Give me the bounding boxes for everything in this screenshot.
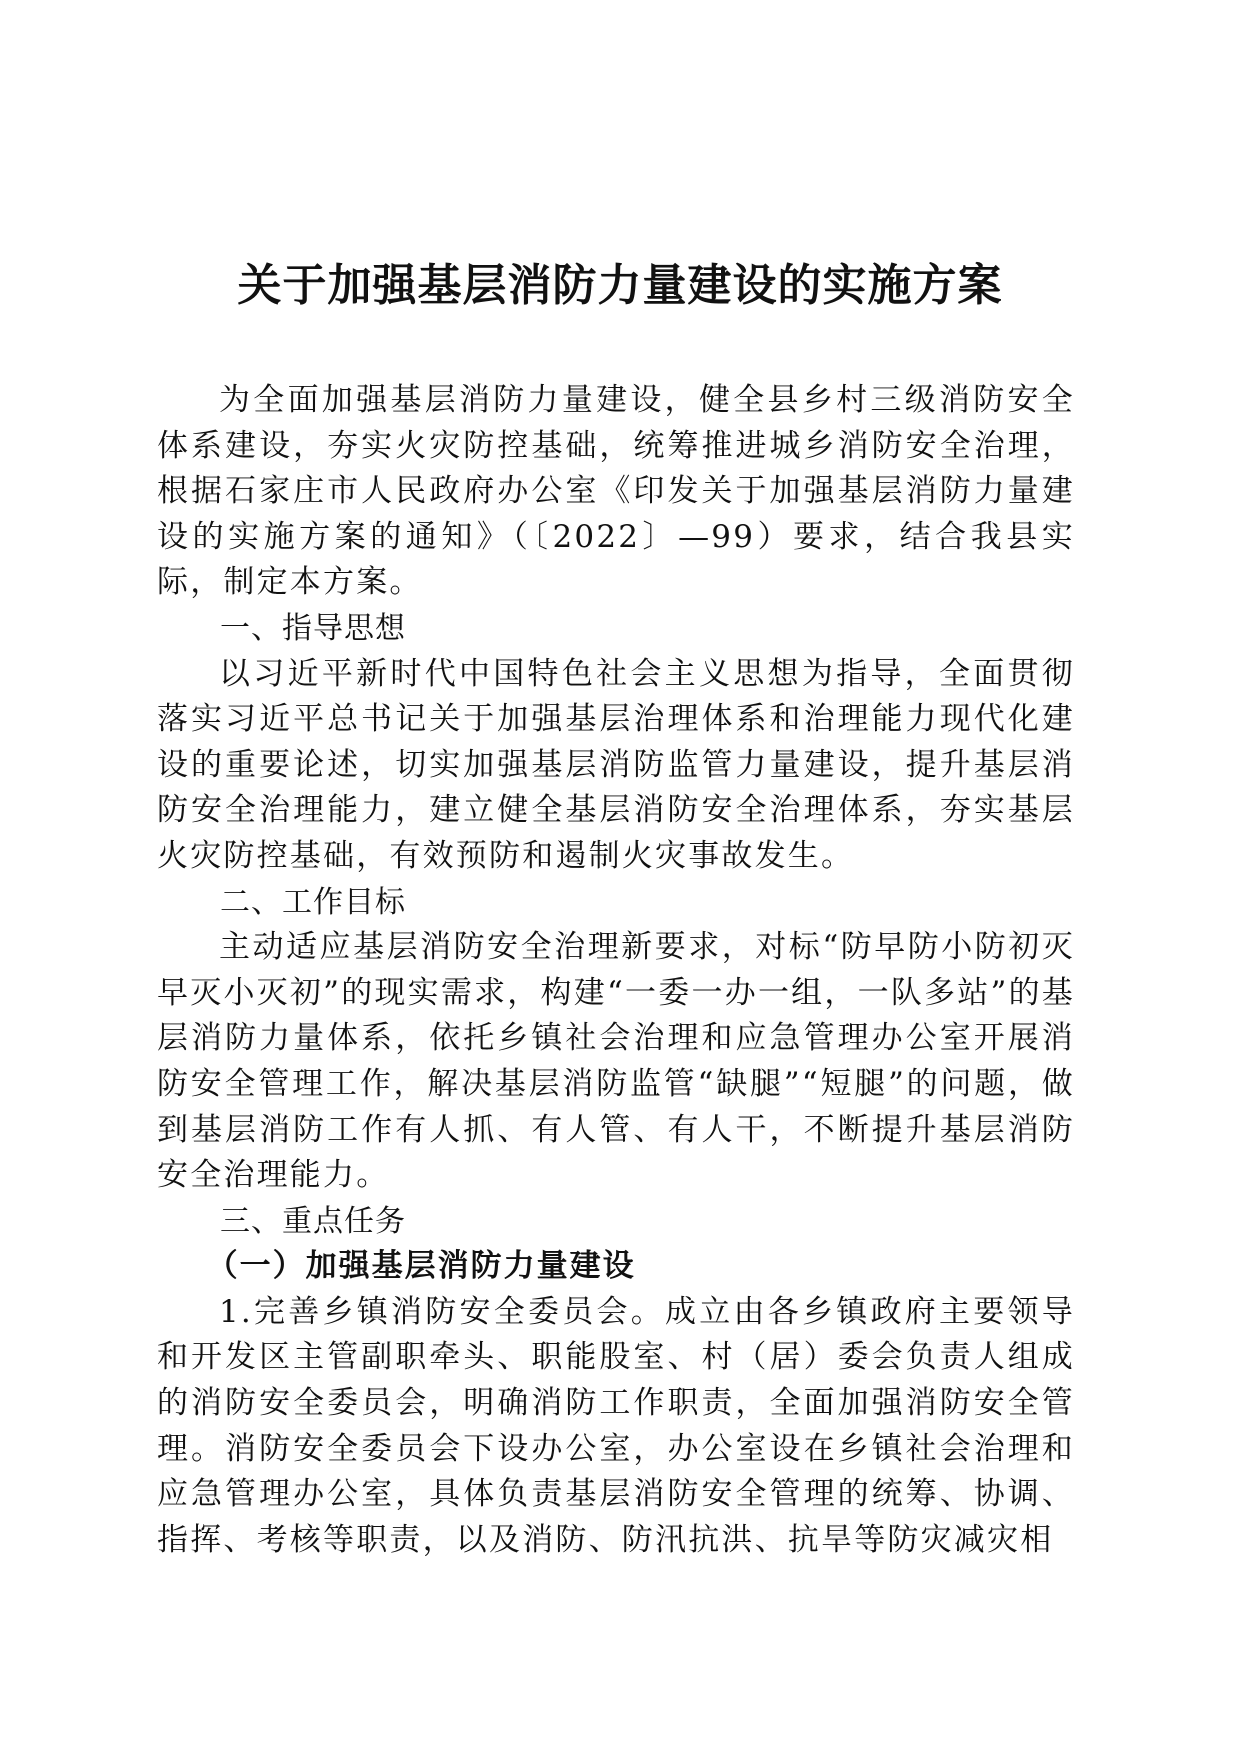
section-paragraph-guiding-ideology: 以习近平新时代中国特色社会主义思想为指导，全面贯彻落实习近平总书记关于加强基层治理体系和治理能力现代化建设的重要论述，切实加强基层消防监管力量建设，提升基层消防安全治理能力，建立健全基层消防安全治理体系，夯实基层火灾防控基础，有效预防和遏制火灾事故发生。 — [157, 655, 1075, 874]
document-body — [157, 378, 1075, 1563]
intro-paragraph: 为全面加强基层消防力量建设，健全县乡村三级消防安全体系建设，夯实火灾防控基础，统筹推进城乡消防安全治理，根据石家庄市人民政府办公室《印发关于加强基层消防力量建设的实施方案的通知》（〔2022〕—99）要求，结合我县实际，制定本方案。 — [157, 382, 1075, 601]
document-title: 关于加强基层消防力量建设的实施方案 — [237, 260, 1003, 311]
section-heading-work-goals: 二、工作目标 — [220, 884, 406, 920]
section-heading-key-tasks: 三、重点任务 — [220, 1203, 406, 1239]
subsection-heading-strengthen-forces: （一）加强基层消防力量建设 — [206, 1248, 636, 1285]
section-heading-guiding-ideology: 一、指导思想 — [220, 610, 406, 646]
section-paragraph-work-goals: 主动适应基层消防安全治理新要求，对标“防早防小防初灭早灭小灭初”的现实需求，构建“一委一办一组，一队多站”的基层消防力量体系，依托乡镇社会治理和应急管理办公室开展消防安全管理工作，解决基层消防监管“缺腿”“短腿”的问题，做到基层消防工作有人抓、有人管、有人干，不断提升基层消防安全治理能力。 — [157, 929, 1075, 1194]
section-paragraph-key-tasks: 1.完善乡镇消防安全委员会。成立由各乡镇政府主要领导和开发区主管副职牵头、职能股室、村（居）委会负责人组成的消防安全委员会，明确消防工作职责，全面加强消防安全管理。消防安全委员会下设办公室，办公室设在乡镇社会治理和应急管理办公室，具体负责基层消防安全管理的统筹、协调、指挥、考核等职责，以及消防、防汛抗洪、抗旱等防灾减灾相 — [157, 1293, 1075, 1558]
